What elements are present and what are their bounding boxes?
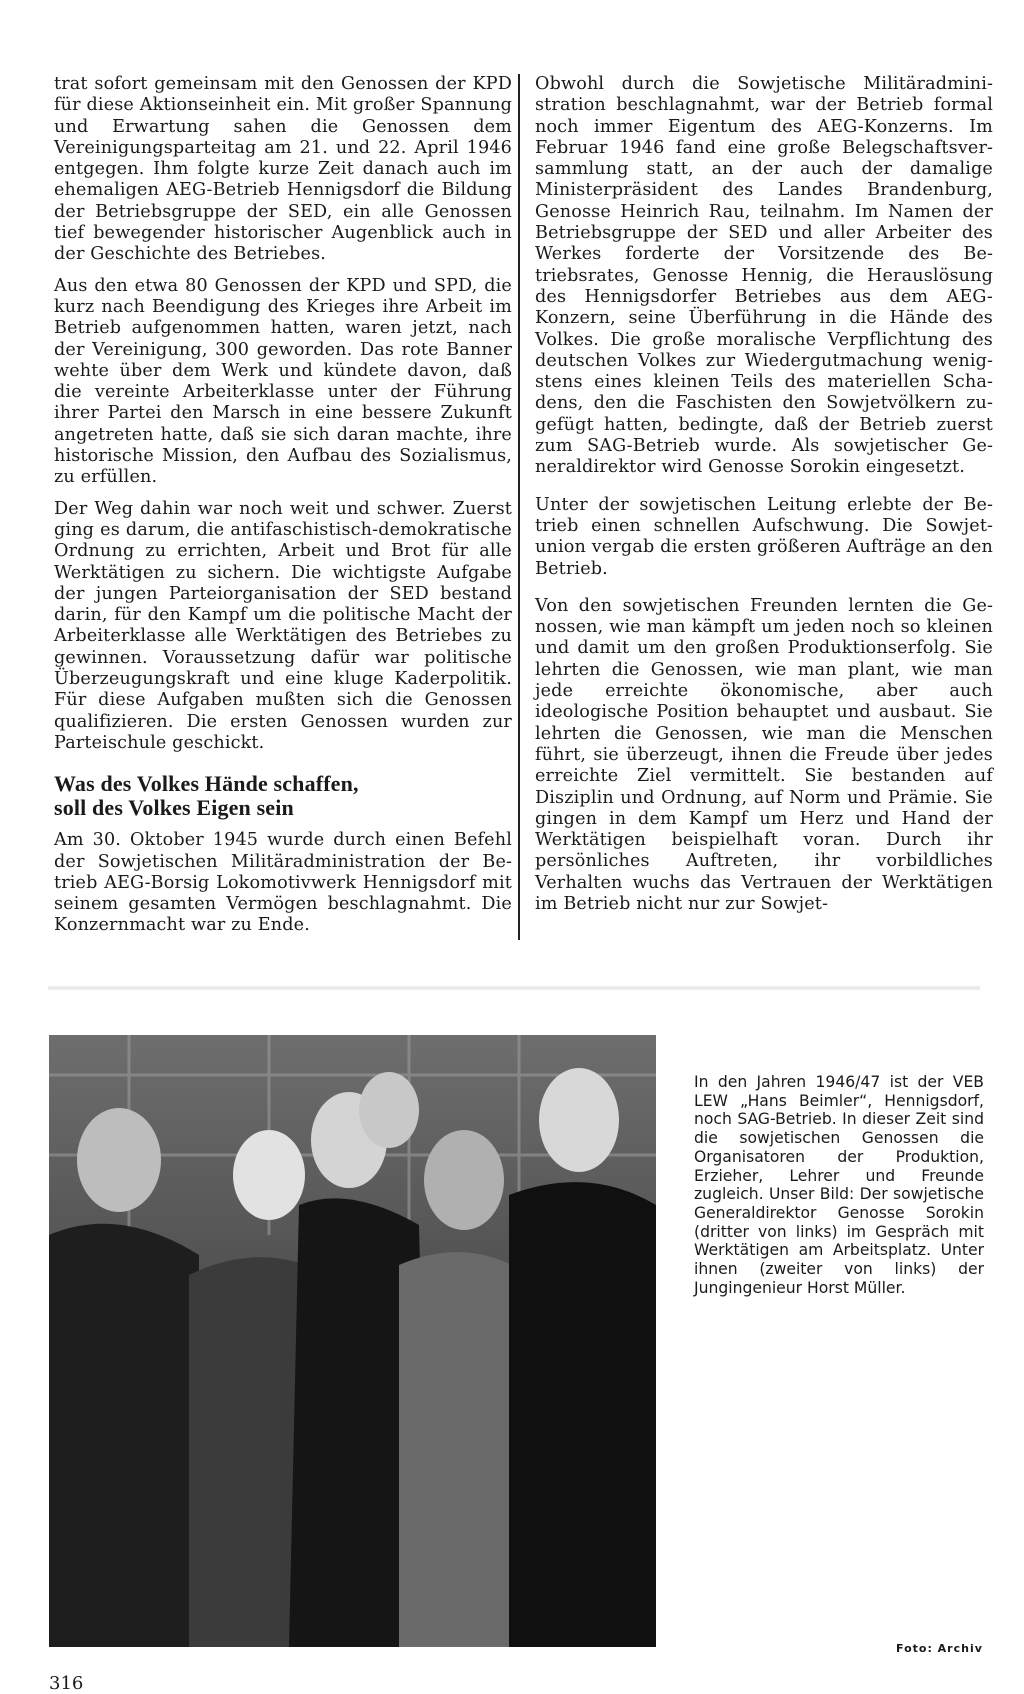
section-heading: [54, 772, 512, 820]
paragraph: Der Weg dahin war noch weit und schwer. Zuerst ging es darum, die antifaschistisch-demokratische Ordnung zu errichten, Arbeit und Brot für alle Werktätigen zu sichern. Die wichtigste Aufgabe der jungen Parteiorganisation der SED bestand darin, für den Kampf um die politische Macht der Arbeiterklasse alle Werktätigen des Betriebes zu gewinnen. Voraussetzung dafür war politische Überzeugungskraft und eine kluge Kaderpolitik. Für diese Aufgaben mußten sich die Genossen qualifizieren. Die ersten Genossen wurden zur Parteischule geschickt.: [54, 498, 512, 753]
archive-photo: [49, 1035, 656, 1647]
right-text-column: [535, 74, 993, 931]
column-divider: [518, 74, 520, 940]
photo-credit: Foto: Archiv: [896, 1642, 983, 1655]
paragraph: Von den sowjetischen Freunden lernten die Genossen, wie man kämpft um jeden noch so kleinen und damit um den großen Produktionserfolg. Sie lehrten die Genossen, wie man plant, wie man jede erreichte ökonomische, aber auch ideologische Position behauptet und ausbaut. Sie lehrten die Genossen, wie man die Menschen führt, sie überzeugt, ihnen die Freude über jedes erreichte Ziel vermittelt. Sie bestanden auf Disziplin und Ordnung, auf Norm und Prämie. Sie gingen in dem Kampf um Herz und Hand der Werktätigen beispielhaft voran. Durch ihr persönliches Auftreten, ihr vorbildliches Verhalten wuchs das Vertrauen der Werktätigen im Betrieb nicht nur zur Sowjet-: [535, 595, 993, 914]
photo-illustration: [49, 1035, 656, 1647]
paragraph: Obwohl durch die Sowjetische Militäradministration beschlagnahmt, war der Betrieb formal noch immer Eigentum des AEG-Konzerns. Im Februar 1946 fand eine große Belegschaftsversammlung statt, an der auch der damalige Ministerpräsident des Landes Brandenburg, Genosse Heinrich Rau, teilnahm. Im Namen der Betriebsgruppe der SED und aller Arbeiter des Werkes forderte der Vorsitzende des Betriebsrates, Genosse Hennig, die Herauslösung des Hennigsdorfer Betriebes aus dem AEG-Konzern, seine Überführung in die Hände des Volkes. Die große moralische Verpflichtung des deutschen Volkes zur Wiedergutmachung wenigstens eines kleinen Teils des materiellen Schadens, den die Faschisten den Sowjetvölkern zugefügt hatten, bedingte, daß der Betrieb zuerst zum SAG-Betrieb wurde. Als sowjetischer Generaldirektor wird Genosse Sorokin eingesetzt.: [535, 74, 993, 478]
section-heading-line: soll des Volkes Eigen sein: [54, 795, 294, 821]
paragraph: Aus den etwa 80 Genossen der KPD und SPD, die kurz nach Beendigung des Krieges ihre Arbeit im Betrieb aufgenommen hatten, waren jetzt, nach der Vereinigung, 300 geworden. Das rote Banner wehte über dem Werk und kündete davon, daß die vereinte Arbeiterklasse unter der Führung ihrer Partei den Marsch in eine bessere Zukunft angetreten hatte, daß sie sich daran machte, ihre historische Mission, den Aufbau des Sozialismus, zu erfüllen.: [54, 275, 512, 488]
page-number: 316: [49, 1673, 84, 1694]
left-text-column: [54, 74, 512, 947]
paragraph: Unter der sowjetischen Leitung erlebte der Betrieb einen schnellen Aufschwung. Die Sowjetunion vergab die ersten größeren Aufträge an den Betrieb.: [535, 494, 993, 579]
section-heading-line: Was des Volkes Hände schaffen,: [54, 771, 359, 797]
paragraph: trat sofort gemeinsam mit den Genossen der KPD für diese Aktionseinheit ein. Mit großer Spannung und Erwartung sahen die Genossen dem Vereinigungsparteitag am 21. und 22. April 1946 entgegen. Ihm folgte kurze Zeit danach auch im ehemaligen AEG-Betrieb Hennigsdorf die Bildung der Betriebsgruppe der SED, ein alle Genossen tief bewegender historischer Augenblick auch in der Geschichte des Betriebes.: [54, 74, 512, 265]
photo-caption: In den Jahren 1946/47 ist der VEB LEW „Hans Beimler“, Hennigsdorf, noch SAG-Betrieb. In dieser Zeit sind die sowjetischen Genossen die Organisatoren der Produktion, Erzieher, Lehrer und Freunde zugleich. Unser Bild: Der sowjetische Generaldirektor Genosse Sorokin (dritter von links) im Gespräch mit Werktätigen am Arbeitsplatz. Unter ihnen (zweiter von links) der Jungingenieur Horst Müller.: [694, 1073, 984, 1297]
paragraph: Am 30. Oktober 1945 wurde durch einen Befehl der Sowjetischen Militäradministration der Betrieb AEG-Borsig Lokomotivwerk Hennigsdorf mit seinem gesamten Vermögen beschlagnahmt. Die Konzernmacht war zu Ende.: [54, 830, 512, 936]
section-rule: [48, 985, 980, 991]
